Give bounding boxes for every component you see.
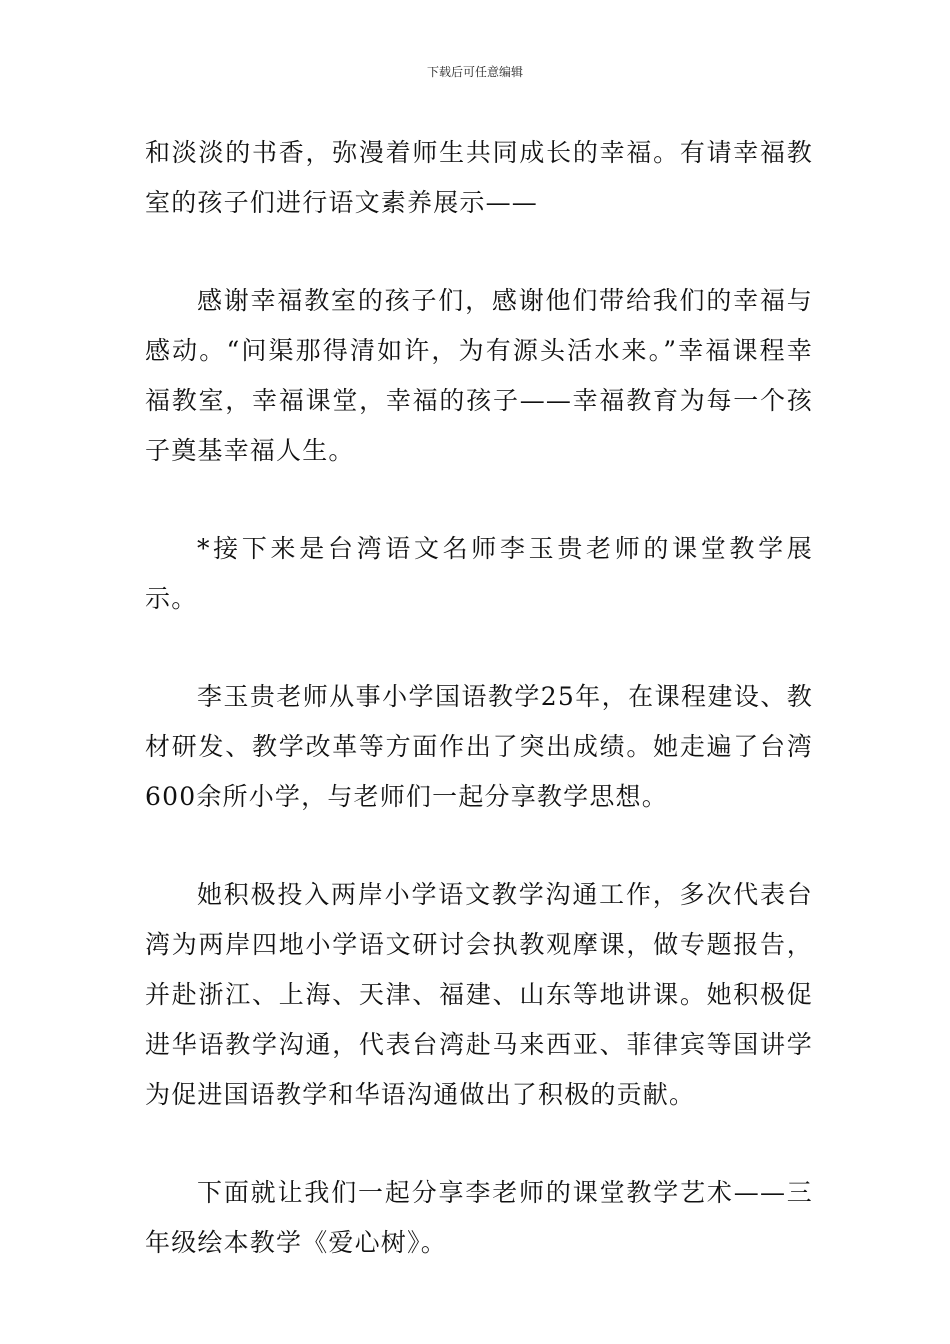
document-body [145,128,813,1268]
paragraph-teacher-work: 她积极投入两岸小学语文教学沟通工作，多次代表台湾为两岸四地小学语文研讨会执教观摩课，做专题报告，并赴浙江、上海、天津、福建、山东等地讲课。她积极促进华语教学沟通，代表台湾赴马来西亚、菲律宾等国讲学为促进国语教学和华语沟通做出了积极的贡献。 [145,880,813,1109]
page-header-note: 下载后可任意编辑 [426,65,523,79]
paragraph-closing: 下面就让我们一起分享李老师的课堂教学艺术——三年级绘本教学《爱心树》。 [145,1178,813,1257]
paragraph-gap [145,476,813,524]
paragraph-gap [145,228,813,276]
paragraph-gap [145,624,813,672]
paragraph-gap [145,1120,813,1168]
paragraph-teacher-bio: 李玉贵老师从事小学国语教学25年，在课程建设、教材研发、教学改革等方面作出了突出成绩。她走遍了台湾600余所小学，与老师们一起分享教学思想。 [145,682,813,811]
paragraph-gap [145,822,813,870]
paragraph-intro-continuation: 和淡淡的书香，弥漫着师生共同成长的幸福。有请幸福教室的孩子们进行语文素养展示—— [145,138,813,217]
paragraph-thanks: 感谢幸福教室的孩子们，感谢他们带给我们的幸福与感动。“问渠那得清如许，为有源头活水来。”幸福课程幸福教室，幸福课堂，幸福的孩子——幸福教育为每一个孩子奠基幸福人生。 [145,286,813,465]
paragraph-next-item: *接下来是台湾语文名师李玉贵老师的课堂教学展示。 [145,534,813,613]
